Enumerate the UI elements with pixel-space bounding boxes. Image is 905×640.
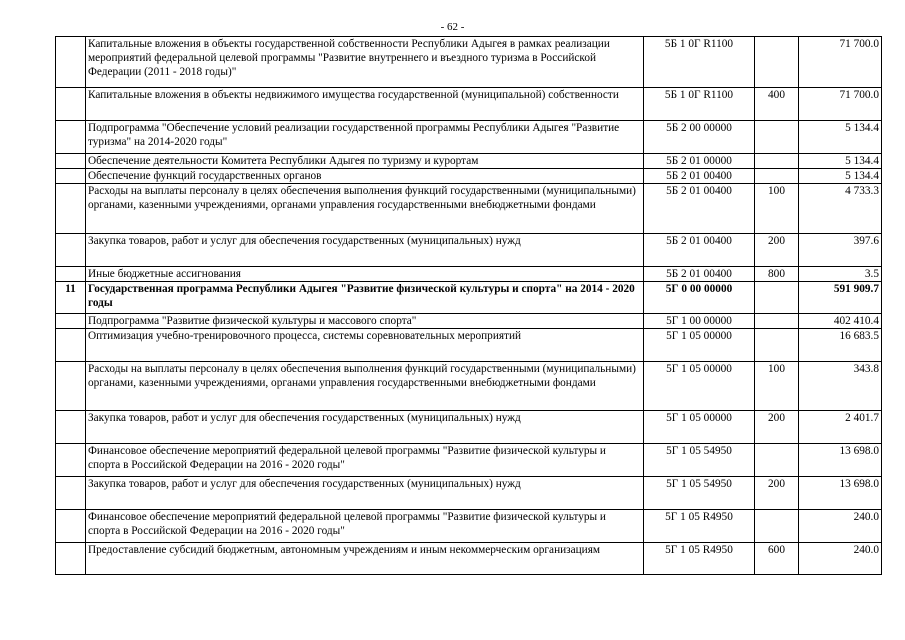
item-name-cell: Расходы на выплаты персоналу в целях обеспечения выполнения функций государственными (муниципальными) органами, казенными учреждениями, органами управления государственными внебюджетными фондами	[86, 184, 644, 234]
amount-cell: 240.0	[799, 543, 882, 575]
budget-code-cell: 5Б 1 0Г R1100	[644, 37, 755, 88]
amount-cell: 343.8	[799, 362, 882, 411]
row-number-cell	[56, 154, 86, 169]
item-name-cell: Обеспечение деятельности Комитета Республики Адыгея по туризму и курортам	[86, 154, 644, 169]
item-name-cell: Оптимизация учебно-тренировочного процесса, системы соревновательных мероприятий	[86, 329, 644, 362]
item-name-cell: Иные бюджетные ассигнования	[86, 267, 644, 282]
row-number-cell	[56, 314, 86, 329]
item-name-cell: Закупка товаров, работ и услуг для обеспечения государственных (муниципальных) нужд	[86, 234, 644, 267]
amount-cell: 71 700.0	[799, 37, 882, 88]
budget-code-cell: 5Г 1 00 00000	[644, 314, 755, 329]
row-number-cell	[56, 510, 86, 543]
item-name-cell: Капитальные вложения в объекты государственной собственности Республики Адыгея в рамках реализации мероприятий федеральной целевой программы "Развитие внутреннего и въездного туризма в Российской Федерации (2011 - 2018 годы)"	[86, 37, 644, 88]
page-number: - 62 -	[440, 21, 465, 33]
expense-type-cell: 200	[755, 234, 799, 267]
table-row	[56, 282, 882, 314]
expense-type-cell	[755, 444, 799, 477]
budget-table	[55, 36, 882, 575]
item-name-cell: Закупка товаров, работ и услуг для обеспечения государственных (муниципальных) нужд	[86, 411, 644, 444]
table-row	[56, 477, 882, 510]
expense-type-cell: 100	[755, 184, 799, 234]
budget-code-cell: 5Г 1 05 R4950	[644, 543, 755, 575]
table-row	[56, 169, 882, 184]
amount-cell: 71 700.0	[799, 88, 882, 121]
expense-type-cell: 100	[755, 362, 799, 411]
budget-code-cell: 5Б 2 01 00000	[644, 154, 755, 169]
amount-cell: 5 134.4	[799, 169, 882, 184]
table-row	[56, 411, 882, 444]
item-name-cell: Подпрограмма "Обеспечение условий реализации государственной программы Республики Адыгея "Развитие туризма" на 2014-2020 годы"	[86, 121, 644, 154]
item-name-cell: Государственная программа Республики Адыгея "Развитие физической культуры и спорта" на 2014 - 2020 годы	[86, 282, 644, 314]
item-name-cell: Расходы на выплаты персоналу в целях обеспечения выполнения функций государственными (муниципальными) органами, казенными учреждениями, органами управления государственными внебюджетными фондами	[86, 362, 644, 411]
budget-code-cell: 5Г 1 05 54950	[644, 444, 755, 477]
amount-cell: 13 698.0	[799, 477, 882, 510]
table-row	[56, 510, 882, 543]
budget-table-body	[56, 37, 882, 575]
table-row	[56, 184, 882, 234]
item-name-cell: Обеспечение функций государственных органов	[86, 169, 644, 184]
row-number-cell	[56, 169, 86, 184]
item-name-cell: Капитальные вложения в объекты недвижимого имущества государственной (муниципальной) собственности	[86, 88, 644, 121]
table-row	[56, 329, 882, 362]
table-row	[56, 37, 882, 88]
budget-code-cell: 5Б 2 01 00400	[644, 184, 755, 234]
row-number-cell	[56, 362, 86, 411]
row-number-cell	[56, 37, 86, 88]
budget-code-cell: 5Г 0 00 00000	[644, 282, 755, 314]
amount-cell: 397.6	[799, 234, 882, 267]
amount-cell: 13 698.0	[799, 444, 882, 477]
row-number-cell	[56, 411, 86, 444]
table-row	[56, 267, 882, 282]
item-name-cell: Финансовое обеспечение мероприятий федеральной целевой программы "Развитие физической культуры и спорта в Российской Федерации на 2016 - 2020 годы"	[86, 510, 644, 543]
budget-code-cell: 5Б 2 01 00400	[644, 234, 755, 267]
row-number-cell	[56, 543, 86, 575]
table-row	[56, 543, 882, 575]
row-number-cell	[56, 184, 86, 234]
amount-cell: 402 410.4	[799, 314, 882, 329]
amount-cell: 2 401.7	[799, 411, 882, 444]
budget-code-cell: 5Г 1 05 00000	[644, 362, 755, 411]
budget-code-cell: 5Г 1 05 R4950	[644, 510, 755, 543]
expense-type-cell: 200	[755, 477, 799, 510]
amount-cell: 4 733.3	[799, 184, 882, 234]
budget-code-cell: 5Б 2 00 00000	[644, 121, 755, 154]
budget-code-cell: 5Г 1 05 00000	[644, 411, 755, 444]
amount-cell: 16 683.5	[799, 329, 882, 362]
expense-type-cell: 600	[755, 543, 799, 575]
budget-code-cell: 5Б 1 0Г R1100	[644, 88, 755, 121]
amount-cell: 591 909.7	[799, 282, 882, 314]
row-number-cell	[56, 267, 86, 282]
row-number-cell	[56, 88, 86, 121]
row-number-cell: 11	[56, 282, 86, 314]
amount-cell: 240.0	[799, 510, 882, 543]
row-number-cell	[56, 444, 86, 477]
expense-type-cell	[755, 282, 799, 314]
expense-type-cell	[755, 314, 799, 329]
item-name-cell: Предоставление субсидий бюджетным, автономным учреждениям и иным некоммерческим организациям	[86, 543, 644, 575]
amount-cell: 5 134.4	[799, 154, 882, 169]
expense-type-cell	[755, 121, 799, 154]
expense-type-cell	[755, 329, 799, 362]
table-row	[56, 444, 882, 477]
expense-type-cell: 400	[755, 88, 799, 121]
expense-type-cell	[755, 510, 799, 543]
table-row	[56, 234, 882, 267]
expense-type-cell: 200	[755, 411, 799, 444]
expense-type-cell: 800	[755, 267, 799, 282]
budget-code-cell: 5Б 2 01 00400	[644, 267, 755, 282]
item-name-cell: Закупка товаров, работ и услуг для обеспечения государственных (муниципальных) нужд	[86, 477, 644, 510]
expense-type-cell	[755, 169, 799, 184]
row-number-cell	[56, 477, 86, 510]
item-name-cell: Финансовое обеспечение мероприятий федеральной целевой программы "Развитие физической культуры и спорта в Российской Федерации на 2016 - 2020 годы"	[86, 444, 644, 477]
budget-code-cell: 5Г 1 05 00000	[644, 329, 755, 362]
table-row	[56, 154, 882, 169]
table-row	[56, 314, 882, 329]
table-row	[56, 88, 882, 121]
budget-code-cell: 5Г 1 05 54950	[644, 477, 755, 510]
amount-cell: 5 134.4	[799, 121, 882, 154]
amount-cell: 3.5	[799, 267, 882, 282]
row-number-cell	[56, 121, 86, 154]
budget-code-cell: 5Б 2 01 00400	[644, 169, 755, 184]
expense-type-cell	[755, 37, 799, 88]
row-number-cell	[56, 329, 86, 362]
table-row	[56, 362, 882, 411]
table-row	[56, 121, 882, 154]
row-number-cell	[56, 234, 86, 267]
expense-type-cell	[755, 154, 799, 169]
item-name-cell: Подпрограмма "Развитие физической культуры и массового спорта"	[86, 314, 644, 329]
